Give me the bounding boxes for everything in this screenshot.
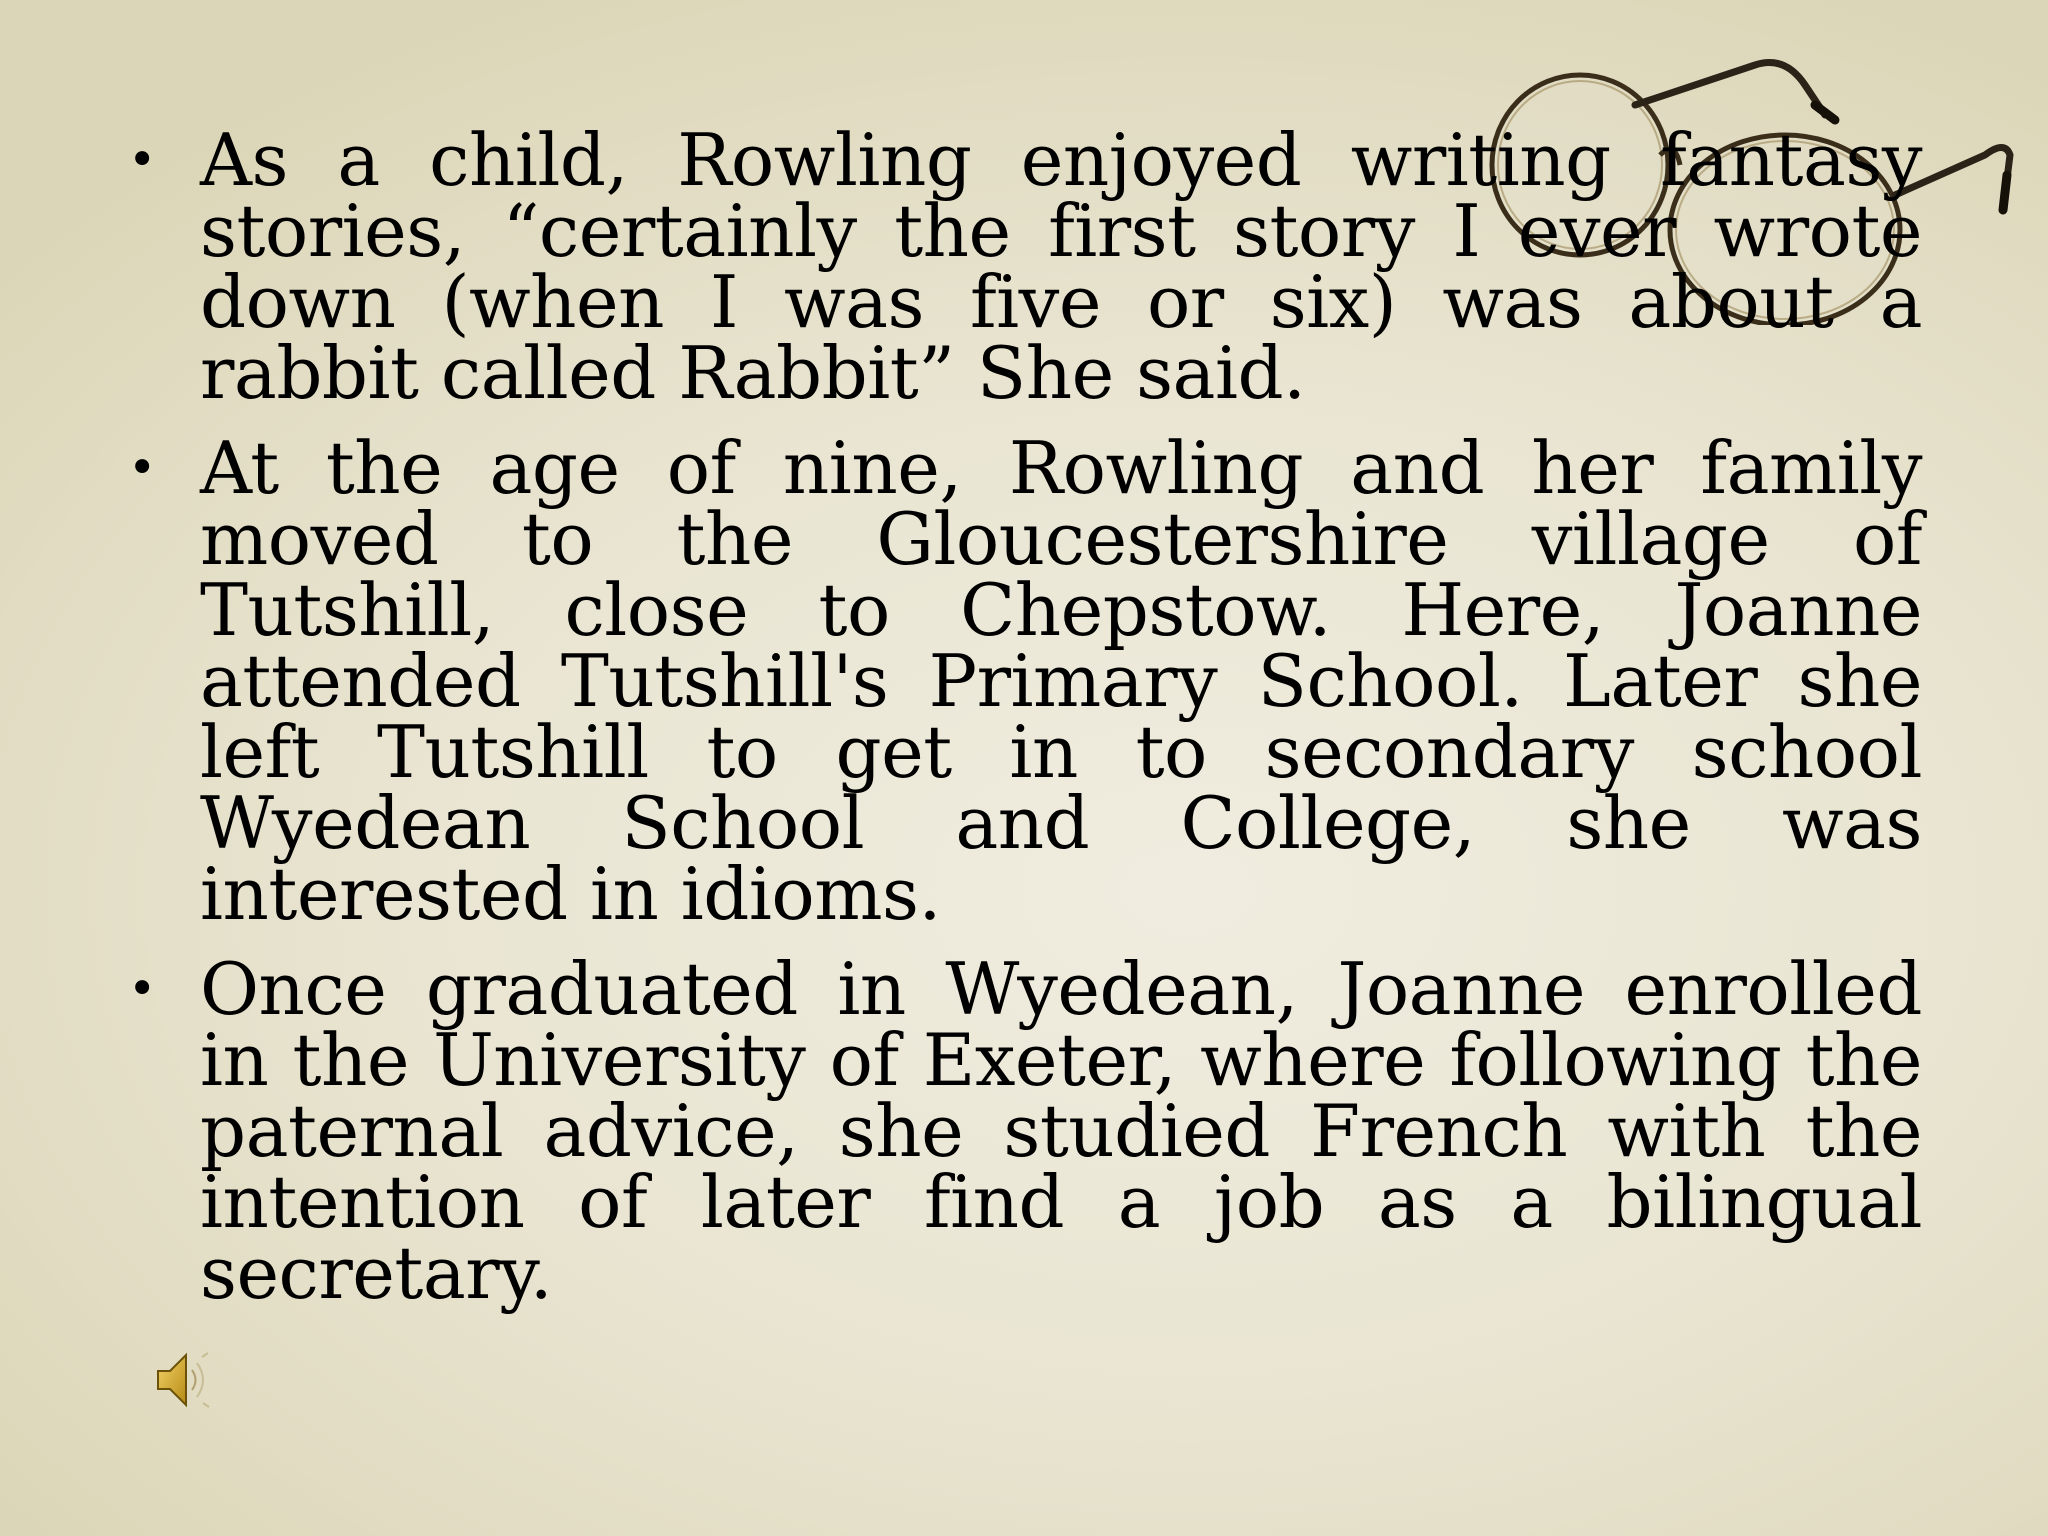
bullet-text: At the age of nine, Rowling and her family moved to the Gloucestershire village of Tutshill, close to Chepstow. Here, Joanne attended Tutshill's Primary School. Later she left Tutshill to get in to secondary school Wyedean School and College, she was interested in idioms. [200, 426, 1922, 936]
bullet-text: Once graduated in Wyedean, Joanne enrolled in the University of Exeter, where following the paternal advice, she studied French with the intention of later find a job as a bilingual secretary. [200, 947, 1922, 1315]
bullet-marker: • [128, 440, 156, 496]
bullet-marker: • [128, 961, 156, 1017]
bullet-text: As a child, Rowling enjoyed writing fantasy stories, “certainly the first story I ever wrote down (when I was five or six) was about a rabbit called Rabbit” She said. [200, 118, 1922, 415]
bullet-item [128, 947, 1922, 1315]
bullet-list [128, 118, 1922, 1333]
bullet-item [128, 426, 1922, 936]
bullet-item [128, 118, 1922, 415]
bullet-marker: • [128, 132, 156, 188]
speaker-icon[interactable] [150, 1345, 220, 1415]
